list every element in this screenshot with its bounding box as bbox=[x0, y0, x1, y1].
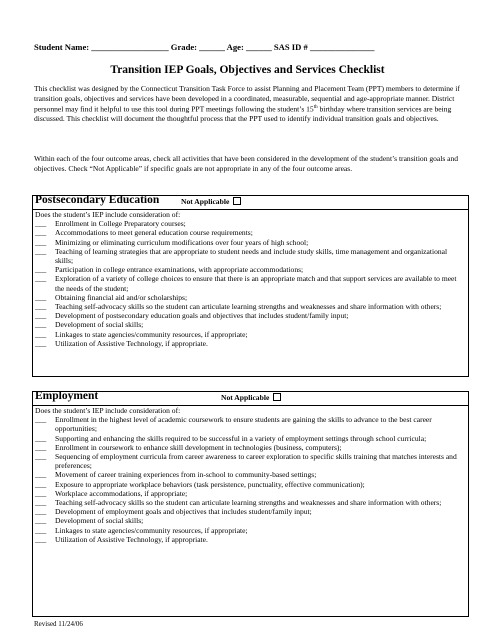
section-postsecondary-education bbox=[32, 195, 469, 377]
section-intro: Does the student’s IEP include consideration of: bbox=[35, 210, 181, 219]
checklist-item[interactable] bbox=[33, 526, 468, 535]
checklist-item[interactable] bbox=[33, 480, 468, 489]
check-blank[interactable]: ___ bbox=[35, 433, 47, 443]
checklist-item-text: Enrollment in coursework to enhance skill development in technologies (business, computers); bbox=[55, 442, 342, 452]
check-blank[interactable]: ___ bbox=[35, 228, 47, 238]
check-blank[interactable]: ___ bbox=[35, 415, 47, 425]
check-blank[interactable]: ___ bbox=[35, 470, 47, 480]
check-blank[interactable]: ___ bbox=[35, 311, 47, 321]
checklist-item-text: Teaching self-advocacy skills so the student can articulate learning strengths and weaknesses and share information with others; bbox=[55, 302, 442, 312]
checklist-item[interactable] bbox=[33, 274, 468, 292]
check-blank[interactable]: ___ bbox=[35, 525, 47, 535]
checklist-item-text: Teaching self-advocacy skills so the student can articulate learning strengths and weaknesses and share information with others; bbox=[55, 498, 442, 508]
checklist-item-text: Development of social skills; bbox=[55, 320, 144, 330]
check-blank[interactable]: ___ bbox=[35, 479, 47, 489]
checklist-item-text: Accommodations to meet general education course requirements; bbox=[55, 228, 253, 238]
checklist-item[interactable] bbox=[33, 516, 468, 525]
student-info-line: Student Name: __________________ Grade: ______ Age: ______ SAS ID # _______________ bbox=[34, 42, 375, 52]
checklist-item-text: Obtaining financial aid and/or scholarships; bbox=[55, 292, 188, 302]
checklist-item[interactable] bbox=[33, 470, 468, 479]
checklist-item[interactable] bbox=[33, 452, 468, 470]
checklist-item[interactable] bbox=[33, 535, 468, 544]
check-blank[interactable]: ___ bbox=[35, 507, 47, 517]
checklist-item-text: Development of social skills; bbox=[55, 516, 144, 526]
checklist-item-text: Workplace accommodations, if appropriate; bbox=[55, 488, 188, 498]
revision-date: Revised 11/24/06 bbox=[34, 620, 83, 628]
section-title: Postsecondary Education bbox=[35, 194, 160, 206]
checklist-item[interactable] bbox=[33, 228, 468, 237]
checklist-item[interactable] bbox=[33, 498, 468, 507]
not-applicable-label: Not Applicable bbox=[221, 393, 270, 402]
check-blank[interactable]: ___ bbox=[35, 488, 47, 498]
checklist-item[interactable] bbox=[33, 265, 468, 274]
check-blank[interactable]: ___ bbox=[35, 329, 47, 339]
checklist-item-text: Movement of career training experiences from in-school to community-based settings; bbox=[55, 470, 317, 480]
checklist-item[interactable] bbox=[33, 415, 468, 433]
section-header bbox=[33, 196, 468, 210]
intro-paragraph-1: This checklist was designed by the Connecticut Transition Task Force to assist Planning and Placement Team (PPT) members to determine if transition goals, objectives and services have been developed in a coordinated, measurable, sequential and age-appropriate manner. District personnel may find it helpful to use this tool during PPT meetings following the student’s 15th birthday where transition services are being discussed. This checklist will document the thoughtful process that the PPT used to identify individual transition goals and objectives. bbox=[34, 84, 460, 124]
checklist-item-text: Teaching of learning strategies that are appropriate to student needs and include study skills, time management and organizational skills; bbox=[55, 246, 448, 266]
check-blank[interactable]: ___ bbox=[35, 274, 47, 284]
check-blank[interactable]: ___ bbox=[35, 265, 47, 275]
check-blank[interactable]: ___ bbox=[35, 498, 47, 508]
checklist-item-text: Sequencing of employment curricula from career awareness to career exploration to specific skills training that matches interests and preferences; bbox=[55, 452, 457, 471]
checklist-item-text: Utilization of Assistive Technology, if appropriate. bbox=[55, 534, 208, 544]
check-blank[interactable]: ___ bbox=[35, 237, 47, 247]
section-title: Employment bbox=[35, 390, 99, 402]
checklist-item-text: Linkages to state agencies/community resources, if appropriate; bbox=[55, 329, 248, 339]
checklist-item[interactable] bbox=[33, 507, 468, 516]
section-intro: Does the student’s IEP include consideration of: bbox=[35, 406, 181, 415]
checklist-item[interactable] bbox=[33, 443, 468, 452]
checklist-item[interactable] bbox=[33, 293, 468, 302]
checklist-item-text: Development of employment goals and objectives that includes student/family input; bbox=[55, 507, 312, 517]
section-header bbox=[33, 392, 468, 406]
not-applicable-label: Not Applicable bbox=[181, 197, 230, 206]
not-applicable-checkbox[interactable] bbox=[233, 197, 241, 205]
check-blank[interactable]: ___ bbox=[35, 452, 47, 462]
checklist-item-text: Enrollment in College Preparatory courses; bbox=[55, 219, 186, 229]
checklist bbox=[33, 415, 468, 544]
checklist-item[interactable] bbox=[33, 219, 468, 228]
checklist-item[interactable] bbox=[33, 434, 468, 443]
check-blank[interactable]: ___ bbox=[35, 219, 47, 229]
checklist-item[interactable] bbox=[33, 320, 468, 329]
check-blank[interactable]: ___ bbox=[35, 442, 47, 452]
checklist-item[interactable] bbox=[33, 302, 468, 311]
check-blank[interactable]: ___ bbox=[35, 320, 47, 330]
check-blank[interactable]: ___ bbox=[35, 516, 47, 526]
checklist-item-text: Exploration of a variety of college choices to ensure that there is an appropriate match and that support services are available to meet the needs of the student; bbox=[55, 274, 457, 293]
checklist-item[interactable] bbox=[33, 489, 468, 498]
checklist-item[interactable] bbox=[33, 311, 468, 320]
checklist-item-text: Enrollment in the highest level of academic coursework to ensure students are gaining the skills to advance to the best career opportunities; bbox=[55, 415, 432, 434]
checklist-item-text: Linkages to state agencies/community resources, if appropriate; bbox=[55, 525, 248, 535]
checklist-item[interactable] bbox=[33, 339, 468, 348]
checklist-item[interactable] bbox=[33, 247, 468, 265]
check-blank[interactable]: ___ bbox=[35, 246, 47, 256]
check-blank[interactable]: ___ bbox=[35, 534, 47, 544]
not-applicable-option[interactable] bbox=[181, 197, 241, 206]
checklist-item[interactable] bbox=[33, 330, 468, 339]
check-blank[interactable]: ___ bbox=[35, 292, 47, 302]
checklist bbox=[33, 219, 468, 348]
checklist-item-text: Development of postsecondary education goals and objectives that includes student/family input; bbox=[55, 311, 349, 321]
checklist-item-text: Exposure to appropriate workplace behaviors (task persistence, punctuality, effective communication); bbox=[55, 479, 365, 489]
not-applicable-checkbox[interactable] bbox=[273, 393, 281, 401]
checklist-item-text: Participation in college entrance examinations, with appropriate accommodations; bbox=[55, 265, 304, 275]
section-employment bbox=[32, 391, 469, 617]
intro-paragraph-2: Within each of the four outcome areas, check all activities that have been considered in the development of the student’s transition goals and objectives. Check “Not Applicable” if specific goals are not appropriate in any of the four outcome areas. bbox=[34, 154, 459, 173]
check-blank[interactable]: ___ bbox=[35, 302, 47, 312]
check-blank[interactable]: ___ bbox=[35, 338, 47, 348]
checklist-item[interactable] bbox=[33, 238, 468, 247]
checklist-item-text: Supporting and enhancing the skills required to be successful in a variety of employment settings through school curricula; bbox=[55, 433, 427, 443]
checklist-item-text: Utilization of Assistive Technology, if appropriate. bbox=[55, 338, 208, 348]
checklist-item-text: Minimizing or eliminating curriculum modifications over four years of high school; bbox=[55, 237, 309, 247]
document-title: Transition IEP Goals, Objectives and Services Checklist bbox=[110, 64, 385, 76]
not-applicable-option[interactable] bbox=[221, 393, 281, 402]
